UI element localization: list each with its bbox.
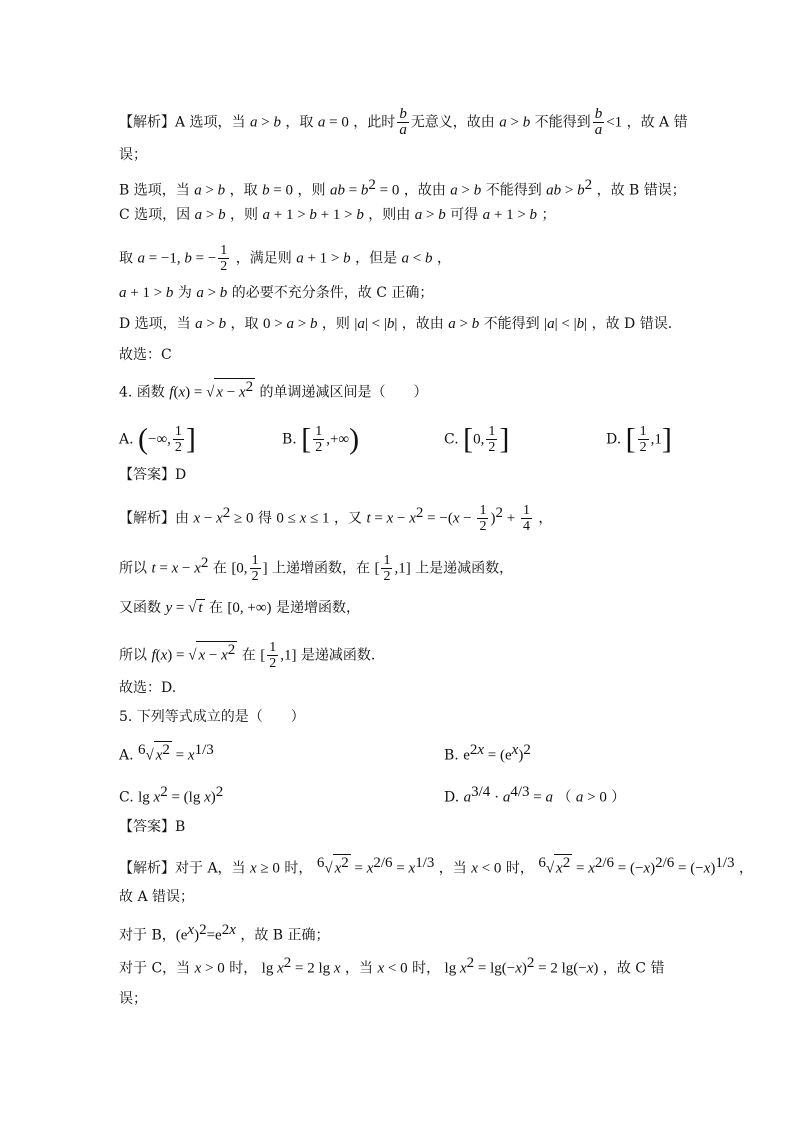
q5-analysis-line-4: 对于 C，当 x > 0 时， $\lg x^2 = 2$ lg x ，当 x < 0 时， $\lg x^2 = \lg(-x)^2 = 2$ lg(−x) ，故 C 错: [119, 955, 665, 977]
q4-option-c: C. [0, $\frac{1}{2}$ ]: [444, 422, 510, 456]
q4-analysis-line-1: 【解析】由 $x - x^2 \ge 0$ 得 0 ≤ x ≤ 1 ，又 $t = x - x^2 = -(x$ − $\frac{1}{2}$ )$^2$ + $\frac{1}{4}$ ，: [119, 503, 553, 535]
q3-analysis-line-2: 误；: [119, 147, 147, 163]
q5-answer: 【答案】B: [119, 819, 186, 835]
q5-analysis-line-1: 【解析】对于 A，当 x ≥ 0 时， $^6$√ $x^2 = x^{2/6} = x^{1/3}$ ，当 x < 0 时， $^6$√ $x^2 = x^{2/6} = (-x)^{2/6} = (-x)^{1/3}$ ，: [119, 855, 754, 877]
q5-analysis-line-2: 故 A 错误；: [119, 889, 195, 905]
q3-analysis-line-6: a + 1 > b 为 a > b 的必要不充分条件，故 C 正确；: [119, 285, 434, 301]
q4-stem: 4. 函数 f(x) = √ $x - x^2$ 的单调递减区间是（ ）: [119, 379, 428, 401]
q3-analysis-line-3: B 选项，当 a > b ，取 b = 0 ，则 ab = $b^2 = 0$ ，故由 a > b 不能得到 ab > $b^2$ ，故 B 错误；: [119, 177, 686, 199]
q4-option-b: B. [ $\frac{1}{2}$ ,+∞): [282, 422, 360, 456]
q4-option-a: A. (−∞, $\frac{1}{2}$ ]: [119, 422, 196, 456]
q4-analysis-line-2: 所以 $t = x - x^2$ 在 [0, $\frac{1}{2}$ ] 上递增函数，在 [ $\frac{1}{2}$ ,1] 上是递减函数，: [119, 553, 514, 585]
q3-analysis-line-4: C 选项，因 a > b ，则 a + 1 > b + 1 > b ，则由 a > b 可得 a + 1 > b ；: [119, 207, 556, 223]
q4-option-d: D. [ $\frac{1}{2}$ ,1]: [606, 422, 672, 456]
q3-analysis-line-7: D 选项，当 a > b ，取 0 > a > b ，则 |a| < |b| ，故由 a > b 不能得到 |a| < |b| ，故 D 错误.: [119, 316, 673, 332]
q5-analysis-line-3: 对于 B，$(e^x)^2=e^{2x}$ ，故 B 正确；: [119, 922, 330, 944]
q3-final-answer: 故选：C: [119, 347, 172, 363]
q5-option-d: D. $a^{3/4} \cdot a^{4/3} = a$ （ a > 0 ）: [444, 784, 626, 806]
q5-analysis-line-5: 误；: [119, 991, 147, 1007]
q4-answer: 【答案】D: [119, 467, 187, 483]
q3-analysis-line-1: 【解析】A 选项，当 a > b ，取 a = 0 ，此时 $\frac{b}{a}$ 无意义，故由 a > b 不能得到 $\frac{b}{a}$ <1 ，故 A 错: [119, 106, 688, 138]
q3-analysis-line-5: 取 a = −1, b = − $\frac{1}{2}$ ，满足则 a + 1 > b ，但是 a < b ，: [119, 243, 451, 274]
q5-option-c: C. $\lg x^2 = (\lg$ x)$^2$: [119, 784, 224, 806]
q5-option-b: B. $e^{2x} = (e^x)^2$: [444, 742, 531, 764]
q4-analysis-line-4: 所以 f(x) = √ $x - x^2$ 在 [ $\frac{1}{2}$ ,1] 是递减函数.: [119, 640, 376, 671]
q4-final-answer: 故选：D.: [119, 680, 177, 696]
q5-option-a: A. $^6$√ $x^2 = x^{1/3}$: [119, 742, 214, 764]
q4-analysis-line-3: 又函数 y = √ t 在 [0, +∞) 是递增函数，: [119, 600, 361, 616]
q5-stem: 5. 下列等式成立的是（ ）: [119, 709, 305, 725]
